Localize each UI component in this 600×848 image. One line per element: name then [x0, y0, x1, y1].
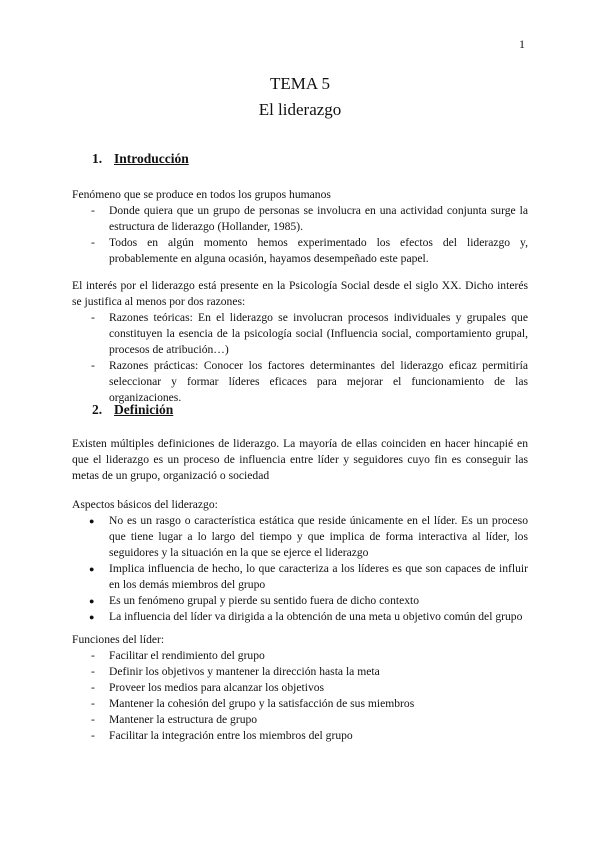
dash-marker: -	[91, 681, 95, 694]
dash-marker: -	[91, 236, 95, 249]
dash-marker: -	[91, 665, 95, 678]
list-item: - Proveer los medios para alcanzar los objetivos	[91, 681, 325, 694]
dash-marker: -	[91, 359, 95, 372]
list-item: - Mantener la cohesión del grupo y la satisfacción de sus miembros	[91, 697, 415, 710]
section-number: 1.	[92, 151, 103, 166]
functions-intro: Funciones del líder:	[72, 633, 165, 646]
section-title: Definición	[114, 402, 174, 417]
aspects-intro: Aspectos básicos del liderazgo:	[72, 498, 218, 511]
list-item: - Facilitar el rendimiento del grupo	[91, 649, 265, 662]
dash-list-functions	[72, 648, 528, 744]
dash-marker: -	[91, 649, 95, 662]
list-item: - Definir los objetivos y mantener la dirección hasta la meta	[91, 665, 380, 678]
dash-marker: -	[91, 697, 95, 710]
dash-marker: -	[91, 713, 95, 726]
list-item: - Razones prácticas: Conocer los factores determinantes del liderazgo eficaz permitiría seleccionar y formar líderes eficaces para mejorar el funcionamiento de las organizaciones.	[91, 359, 528, 404]
dash-list-reasons	[72, 310, 528, 406]
bullet-marker: ●	[89, 612, 95, 622]
list-item: - Donde quiera que un grupo de personas se involucra en una actividad conjunta surge la estructura de liderazgo (Hollander, 1985).	[91, 204, 528, 233]
list-item: - Facilitar la integración entre los miembros del grupo	[91, 729, 353, 742]
bullet-marker: ●	[89, 564, 95, 574]
paragraph-intro: Fenómeno que se produce en todos los grupos humanos	[72, 188, 331, 201]
dash-list-intro	[72, 203, 528, 267]
section-title: Introducción	[114, 151, 189, 166]
dash-marker: -	[91, 729, 95, 742]
list-item: ● No es un rasgo o característica estática que reside únicamente en el líder. Es un proceso que tiene lugar a lo largo del tiempo y que implica de forma interactiva al líder, los seguidores y la situación en la que se ejerce el liderazgo	[89, 514, 528, 559]
list-item: ● Es un fenómeno grupal y pierde su sentido fuera de dicho contexto	[89, 594, 420, 607]
bullet-marker: ●	[89, 516, 95, 526]
document-subtitle: El liderazgo	[258, 100, 342, 119]
paragraph-definition: Existen múltiples definiciones de liderazgo. La mayoría de ellas coinciden en hacer hincapié en que el liderazgo es un proceso de influencia entre líder y seguidores cuyo fin es conseguir las metas de un grupo, organizació o sociedad	[72, 437, 528, 482]
dash-marker: -	[91, 204, 95, 217]
list-item: - Razones teóricas: En el liderazgo se involucran procesos individuales y grupales que constituyen la esencia de la psicología social (Influencia social, comportamiento grupal, procesos de atribución…)	[91, 311, 528, 356]
paragraph-interest: El interés por el liderazgo está presente en la Psicología Social desde el siglo XX. Dicho interés se justifica al menos por dos razones:	[72, 279, 528, 308]
section-number: 2.	[92, 402, 103, 417]
section-heading-introduccion	[92, 151, 189, 167]
dash-marker: -	[91, 311, 95, 324]
document-title: TEMA 5	[270, 74, 330, 93]
list-item: ● La influencia del líder va dirigida a la obtención de una meta u objetivo común del grupo	[89, 610, 523, 623]
list-item: ● Implica influencia de hecho, lo que caracteriza a los líderes es que son capaces de influir en los demás miembros del grupo	[89, 562, 528, 591]
page-number: 1	[519, 37, 525, 51]
bullet-marker: ●	[89, 596, 95, 606]
section-heading-definicion	[92, 402, 173, 418]
list-item: - Todos en algún momento hemos experimentado los efectos del liderazgo y, probablemente en alguna ocasión, hayamos desempeñado este papel.	[91, 236, 528, 265]
bullet-list-aspects	[72, 513, 528, 625]
list-item: - Mantener la estructura de grupo	[91, 713, 258, 726]
